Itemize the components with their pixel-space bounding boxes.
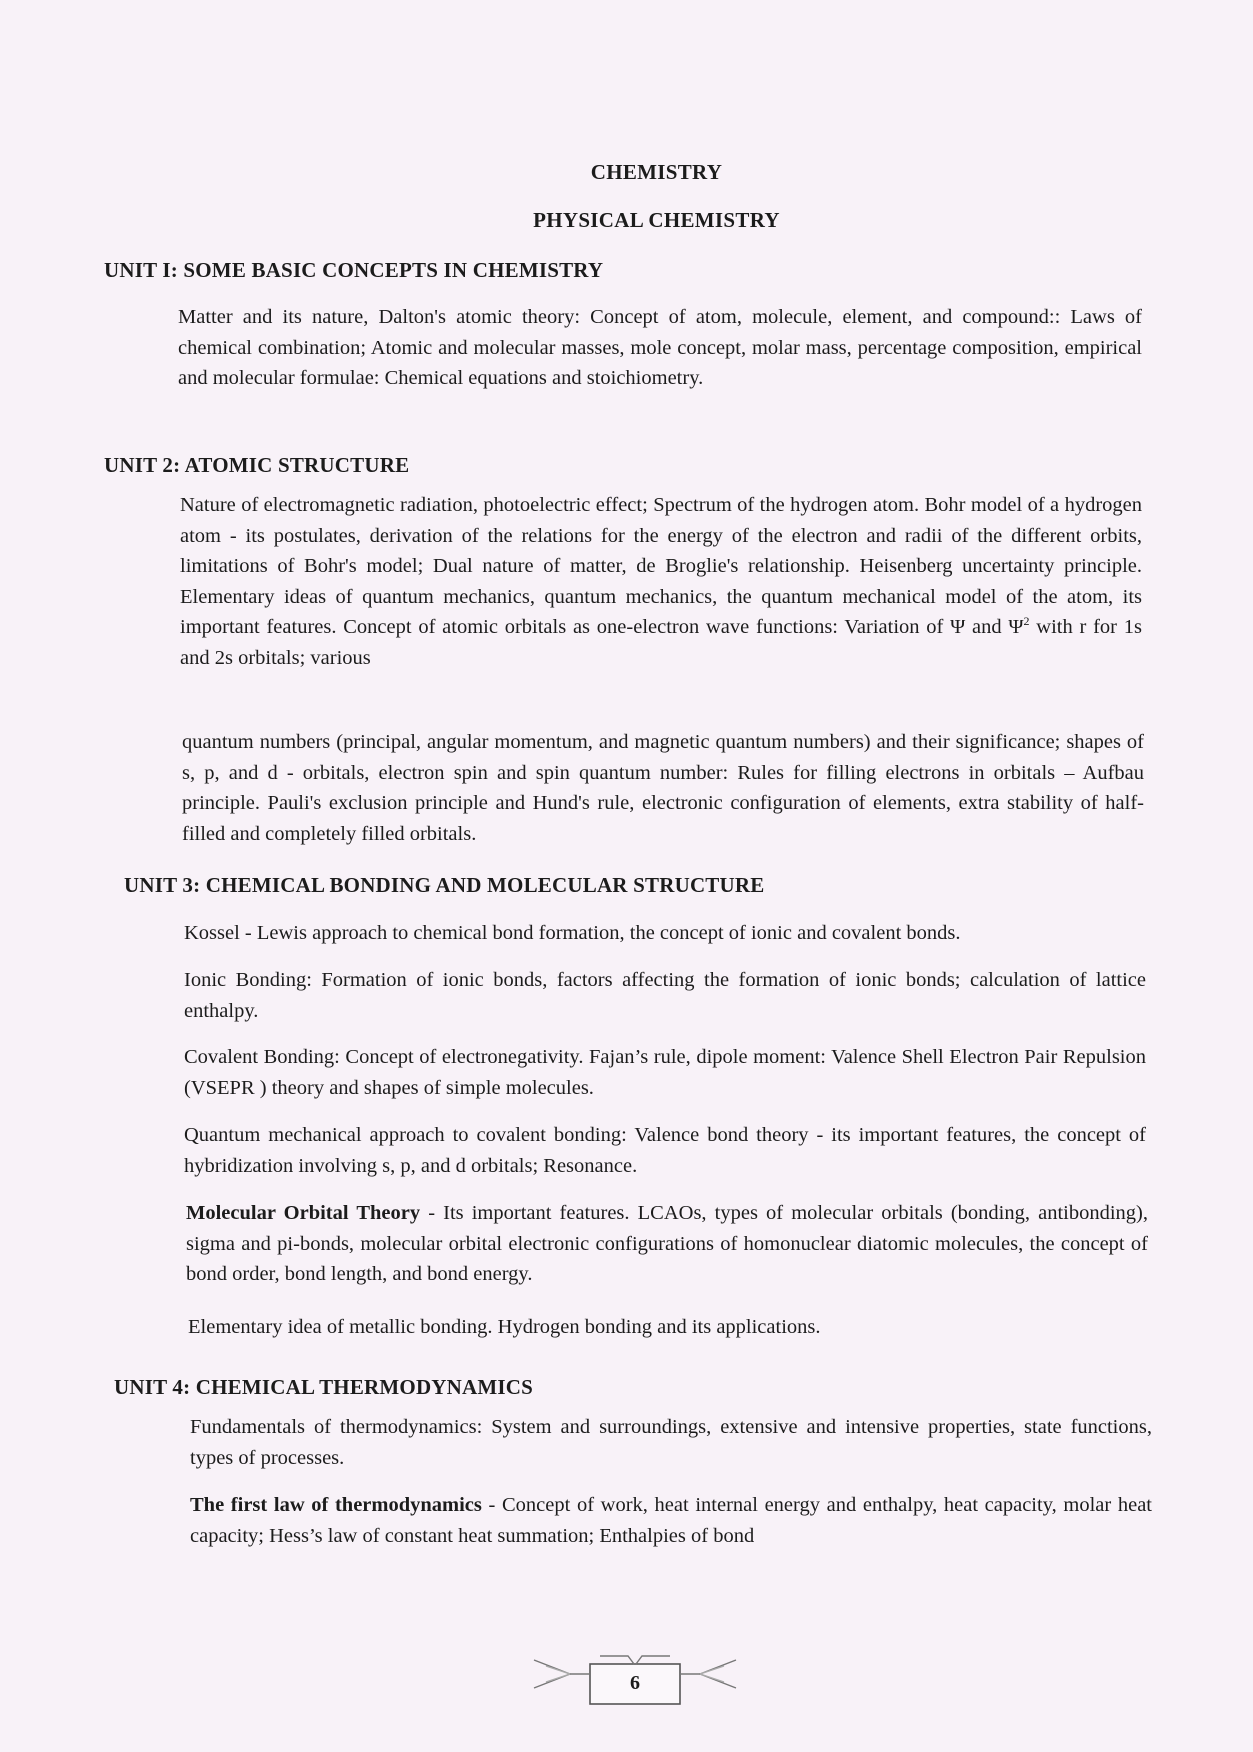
unit-4-paragraph-1: Fundamentals of thermodynamics: System and surroundings, extensive and intensive properties, state functions, types of processes.: [190, 1416, 1152, 1469]
page-number-ornament: [530, 1652, 740, 1706]
unit-1-heading: UNIT I: SOME BASIC CONCEPTS IN CHEMISTRY: [104, 258, 604, 282]
unit-3-paragraph-2: Ionic Bonding: Formation of ionic bonds, factors affecting the formation of ionic bonds; calculation of lattice enthalpy.: [184, 969, 1146, 1022]
unit-2-paragraph-1-text: Nature of electromagnetic radiation, photoelectric effect; Spectrum of the hydrogen atom. Bohr model of a hydrogen atom - its postulates, derivation of the relations for the energy of the electron and radii of the different orbits, limitations of Bohr's model; Dual nature of matter, de Broglie's relationship. Heisenberg uncertainty principle. Elementary ideas of quantum mechanics, quantum mechanics, the quantum mechanical model of the atom, its important features. Concept of atomic orbitals as one-electron wave functions: Variation of Ψ and Ψ: [180, 494, 1142, 638]
molecular-orbital-theory-term: Molecular Orbital Theory: [186, 1202, 421, 1224]
unit-3-paragraph-1: Kossel - Lewis approach to chemical bond formation, the concept of ionic and covalent bonds.: [184, 922, 961, 944]
first-law-term: The first law of thermodynamics: [190, 1494, 482, 1516]
unit-3-paragraph-6: Elementary idea of metallic bonding. Hydrogen bonding and its applications.: [188, 1316, 821, 1338]
unit-2-paragraph-1-tail: with r for 1s and 2s orbitals; various: [180, 616, 1142, 669]
unit-3-paragraph-5-text: - Its important features. LCAOs, types of molecular orbitals (bonding, antibonding), sigma and pi-bonds, molecular orbital electronic configurations of homonuclear diatomic molecules, the concept of bond order, bond length, and bond energy.: [186, 1202, 1148, 1285]
unit-3-heading: UNIT 3: CHEMICAL BONDING AND MOLECULAR STRUCTURE: [124, 873, 765, 897]
unit-4-paragraph-2-text: - Concept of work, heat internal energy and enthalpy, heat capacity, molar heat capacity; Hess’s law of constant heat summation; Enthalpies of bond: [190, 1494, 1152, 1547]
unit-1-paragraph: Matter and its nature, Dalton's atomic theory: Concept of atom, molecule, element, and compound:: Laws of chemical combination; Atomic and molecular masses, mole concept, molar mass, percentage composition, empirical and molecular formulae: Chemical equations and stoichiometry.: [178, 306, 1142, 389]
unit-3-paragraph-5: [186, 1198, 1148, 1290]
page-number: 6: [630, 1672, 640, 1694]
unit-2-paragraph-1: [180, 490, 1142, 673]
superscript: 2: [1023, 614, 1030, 629]
document-title: CHEMISTRY: [590, 160, 723, 184]
unit-4-heading: UNIT 4: CHEMICAL THERMODYNAMICS: [114, 1375, 534, 1399]
unit-4-paragraph-2: [190, 1490, 1152, 1551]
unit-3-paragraph-4: Quantum mechanical approach to covalent bonding: Valence bond theory - its important features, the concept of hybridization involving s, p, and d orbitals; Resonance.: [184, 1124, 1146, 1177]
unit-2-heading: UNIT 2: ATOMIC STRUCTURE: [104, 453, 410, 477]
unit-2-paragraph-2: quantum numbers (principal, angular momentum, and magnetic quantum numbers) and their significance; shapes of s, p, and d - orbitals, electron spin and spin quantum number: Rules for filling electrons in orbitals – Aufbau principle. Pauli's exclusion principle and Hund's rule, electronic configuration of elements, extra stability of half-filled and completely filled orbitals.: [182, 731, 1144, 845]
section-title: PHYSICAL CHEMISTRY: [533, 208, 780, 232]
unit-3-paragraph-3: Covalent Bonding: Concept of electronegativity. Fajan’s rule, dipole moment: Valence Shell Electron Pair Repulsion (VSEPR ) theory and shapes of simple molecules.: [184, 1046, 1146, 1099]
